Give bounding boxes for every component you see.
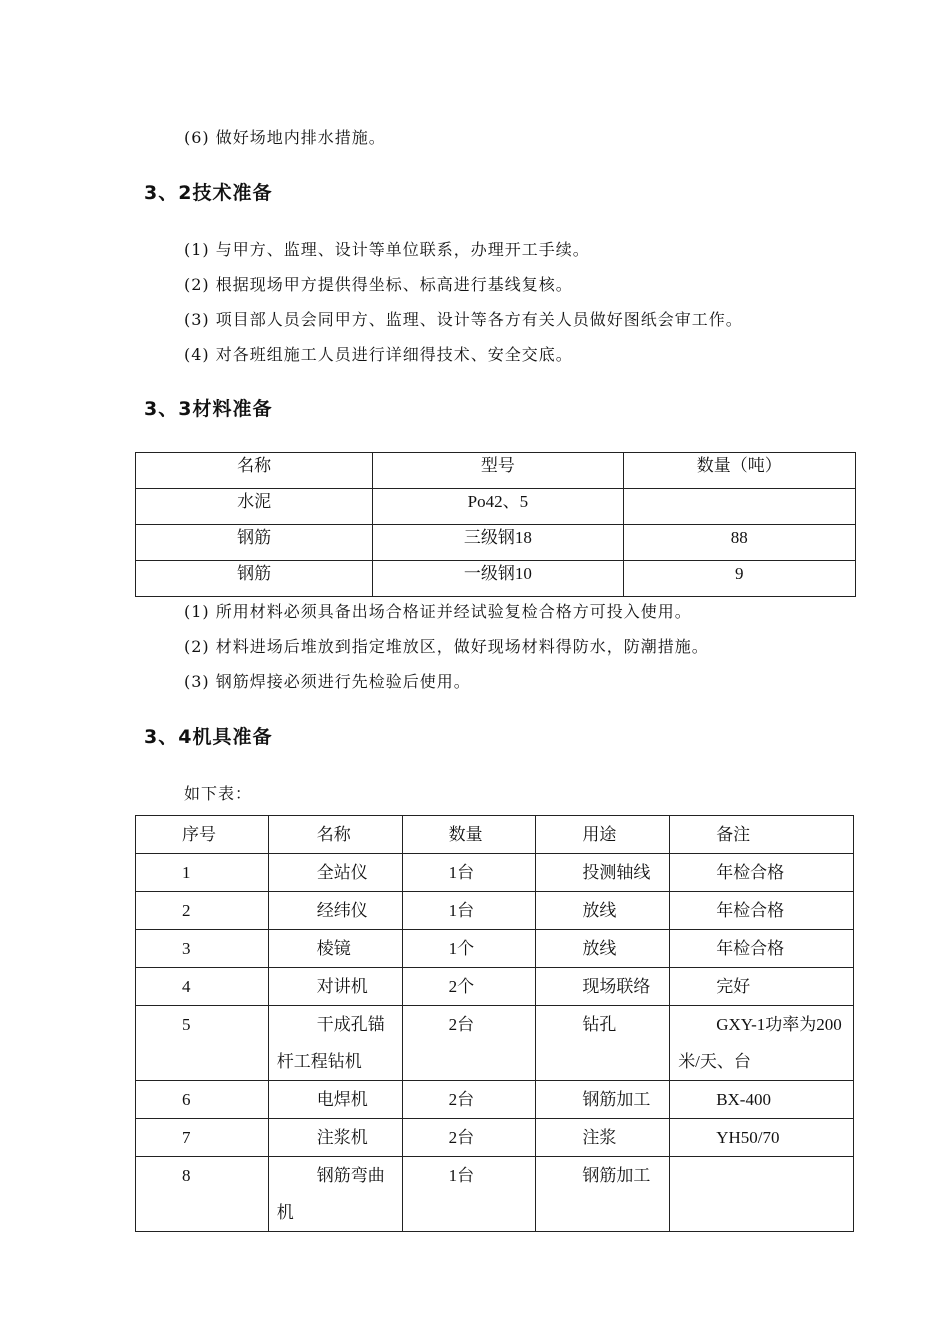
table-cell: 2台 — [402, 1119, 536, 1157]
table-cell: 3 — [136, 930, 269, 968]
technical-item-1: (1) 与甲方、监理、设计等单位联系，办理开工手续。 — [184, 240, 590, 259]
equipment-table — [135, 815, 854, 1232]
table-cell: 4 — [136, 968, 269, 1006]
table-cell: BX-400 — [670, 1081, 854, 1119]
table-cell: 88 — [623, 525, 855, 561]
header-cell: 型号 — [373, 453, 623, 489]
table-row — [136, 1081, 854, 1119]
header-cell: 序号 — [136, 816, 269, 854]
technical-item-3: (3) 项目部人员会同甲方、监理、设计等各方有关人员做好图纸会审工作。 — [184, 310, 743, 329]
table-cell: 5 — [136, 1006, 269, 1081]
table-cell: 1 — [136, 854, 269, 892]
table-cell: 三级钢18 — [373, 525, 623, 561]
materials-item-1: (1) 所用材料必须具备出场合格证并经试验复检合格方可投入使用。 — [184, 602, 692, 621]
table-cell — [670, 1157, 854, 1232]
table-row — [136, 854, 854, 892]
table-cell: GXY-1功率为200米/天、台 — [670, 1006, 854, 1081]
table-cell: 放线 — [536, 930, 670, 968]
table-cell: 1台 — [402, 1157, 536, 1232]
table-cell: 完好 — [670, 968, 854, 1006]
table-cell: 7 — [136, 1119, 269, 1157]
table-row — [136, 525, 856, 561]
table-row — [136, 892, 854, 930]
table-cell: 钢筋 — [136, 561, 373, 597]
table-cell: 钢筋加工 — [536, 1081, 670, 1119]
table-cell: 钢筋弯曲机 — [268, 1157, 402, 1232]
table-cell: 经纬仪 — [268, 892, 402, 930]
header-cell: 备注 — [670, 816, 854, 854]
table-cell: 年检合格 — [670, 892, 854, 930]
table-cell: 2台 — [402, 1006, 536, 1081]
technical-item-2: (2) 根据现场甲方提供得坐标、标高进行基线复核。 — [184, 275, 573, 294]
table-cell: 年检合格 — [670, 854, 854, 892]
table-cell: 9 — [623, 561, 855, 597]
table-cell: 1台 — [402, 892, 536, 930]
materials-table — [135, 452, 856, 597]
table-cell: 放线 — [536, 892, 670, 930]
table-header-row — [136, 816, 854, 854]
table-cell: 投测轴线 — [536, 854, 670, 892]
table-row — [136, 1006, 854, 1081]
section-heading-materials: 3、3材料准备 — [144, 398, 273, 420]
table-cell — [623, 489, 855, 525]
table-cell: 电焊机 — [268, 1081, 402, 1119]
header-cell: 数量 — [402, 816, 536, 854]
header-cell: 数量（吨） — [623, 453, 855, 489]
table-cell: 钢筋 — [136, 525, 373, 561]
table-cell: 注浆机 — [268, 1119, 402, 1157]
table-row — [136, 1157, 854, 1232]
table-cell: 水泥 — [136, 489, 373, 525]
table-cell: 对讲机 — [268, 968, 402, 1006]
table-cell: 2个 — [402, 968, 536, 1006]
section-heading-equipment: 3、4机具准备 — [144, 726, 273, 748]
table-cell: 钢筋加工 — [536, 1157, 670, 1232]
table-cell: 2 — [136, 892, 269, 930]
technical-item-4: (4) 对各班组施工人员进行详细得技术、安全交底。 — [184, 345, 573, 364]
table-cell: 棱镜 — [268, 930, 402, 968]
table-cell: 2台 — [402, 1081, 536, 1119]
table-cell: 全站仪 — [268, 854, 402, 892]
table-row — [136, 1119, 854, 1157]
table-cell: 钻孔 — [536, 1006, 670, 1081]
table-cell: 现场联络 — [536, 968, 670, 1006]
header-cell: 用途 — [536, 816, 670, 854]
table-cell: YH50/70 — [670, 1119, 854, 1157]
table-cell: 6 — [136, 1081, 269, 1119]
equipment-intro: 如下表： — [184, 784, 253, 803]
table-row — [136, 489, 856, 525]
header-cell: 名称 — [136, 453, 373, 489]
table-cell: Po42、5 — [373, 489, 623, 525]
table-row — [136, 930, 854, 968]
table-cell: 一级钢10 — [373, 561, 623, 597]
table-row — [136, 968, 854, 1006]
table-cell: 干成孔锚杆工程钻机 — [268, 1006, 402, 1081]
materials-item-2: (2) 材料进场后堆放到指定堆放区，做好现场材料得防水，防潮措施。 — [184, 637, 709, 656]
table-row — [136, 561, 856, 597]
table-cell: 年检合格 — [670, 930, 854, 968]
table-cell: 1个 — [402, 930, 536, 968]
materials-item-3: (3) 钢筋焊接必须进行先检验后使用。 — [184, 672, 471, 691]
table-header-row — [136, 453, 856, 489]
table-cell: 注浆 — [536, 1119, 670, 1157]
header-cell: 名称 — [268, 816, 402, 854]
section-heading-technical: 3、2技术准备 — [144, 182, 273, 204]
paragraph-drainage: (6) 做好场地内排水措施。 — [184, 128, 386, 147]
table-cell: 1台 — [402, 854, 536, 892]
table-cell: 8 — [136, 1157, 269, 1232]
